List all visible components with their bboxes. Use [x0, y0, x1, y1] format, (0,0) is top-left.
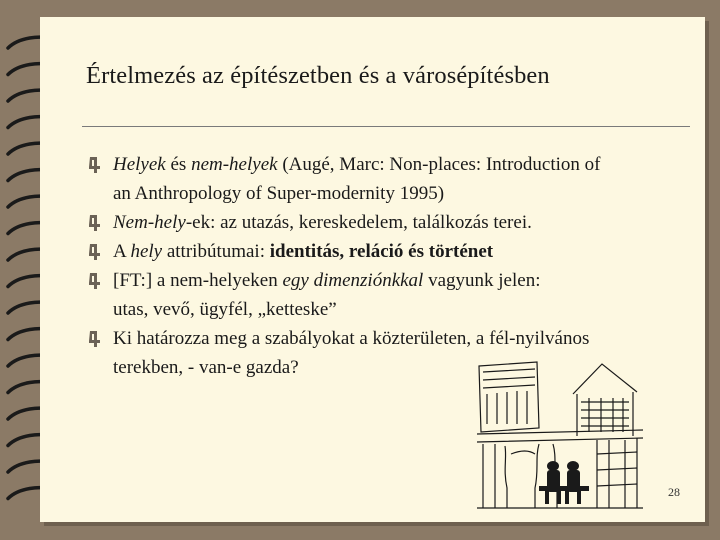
page-number: 28 [668, 485, 680, 499]
pencil-icon [87, 156, 103, 174]
title-divider [82, 126, 690, 127]
bullet-item-3: A hely attribútumai: identitás, reláció és történet [87, 237, 687, 266]
pencil-icon [87, 243, 103, 261]
pencil-icon [87, 214, 103, 232]
bullet-list [87, 150, 687, 382]
slide-title: Értelmezés az építészetben és a városépítésben [86, 62, 550, 89]
bullet-item-5: Ki határozza meg a szabályokat a közterületen, a fél-nyilvános terekben, - van-e gazda? [87, 324, 687, 382]
pencil-icon [87, 272, 103, 290]
bullet-item-1: Helyek és nem-helyek (Augé, Marc: Non-places: Introduction of an Anthropology of Super-modernity 1995) [87, 150, 687, 208]
street-sketch-illustration [477, 358, 643, 510]
bullet-item-2: Nem-hely-ek: az utazás, kereskedelem, találkozás terei. [87, 208, 687, 237]
bullet-item-4: [FT:] a nem-helyeken egy dimenziónkkal vagyunk jelen: utas, vevő, ügyfél, „ketteske” [87, 266, 687, 324]
pencil-icon [87, 330, 103, 348]
